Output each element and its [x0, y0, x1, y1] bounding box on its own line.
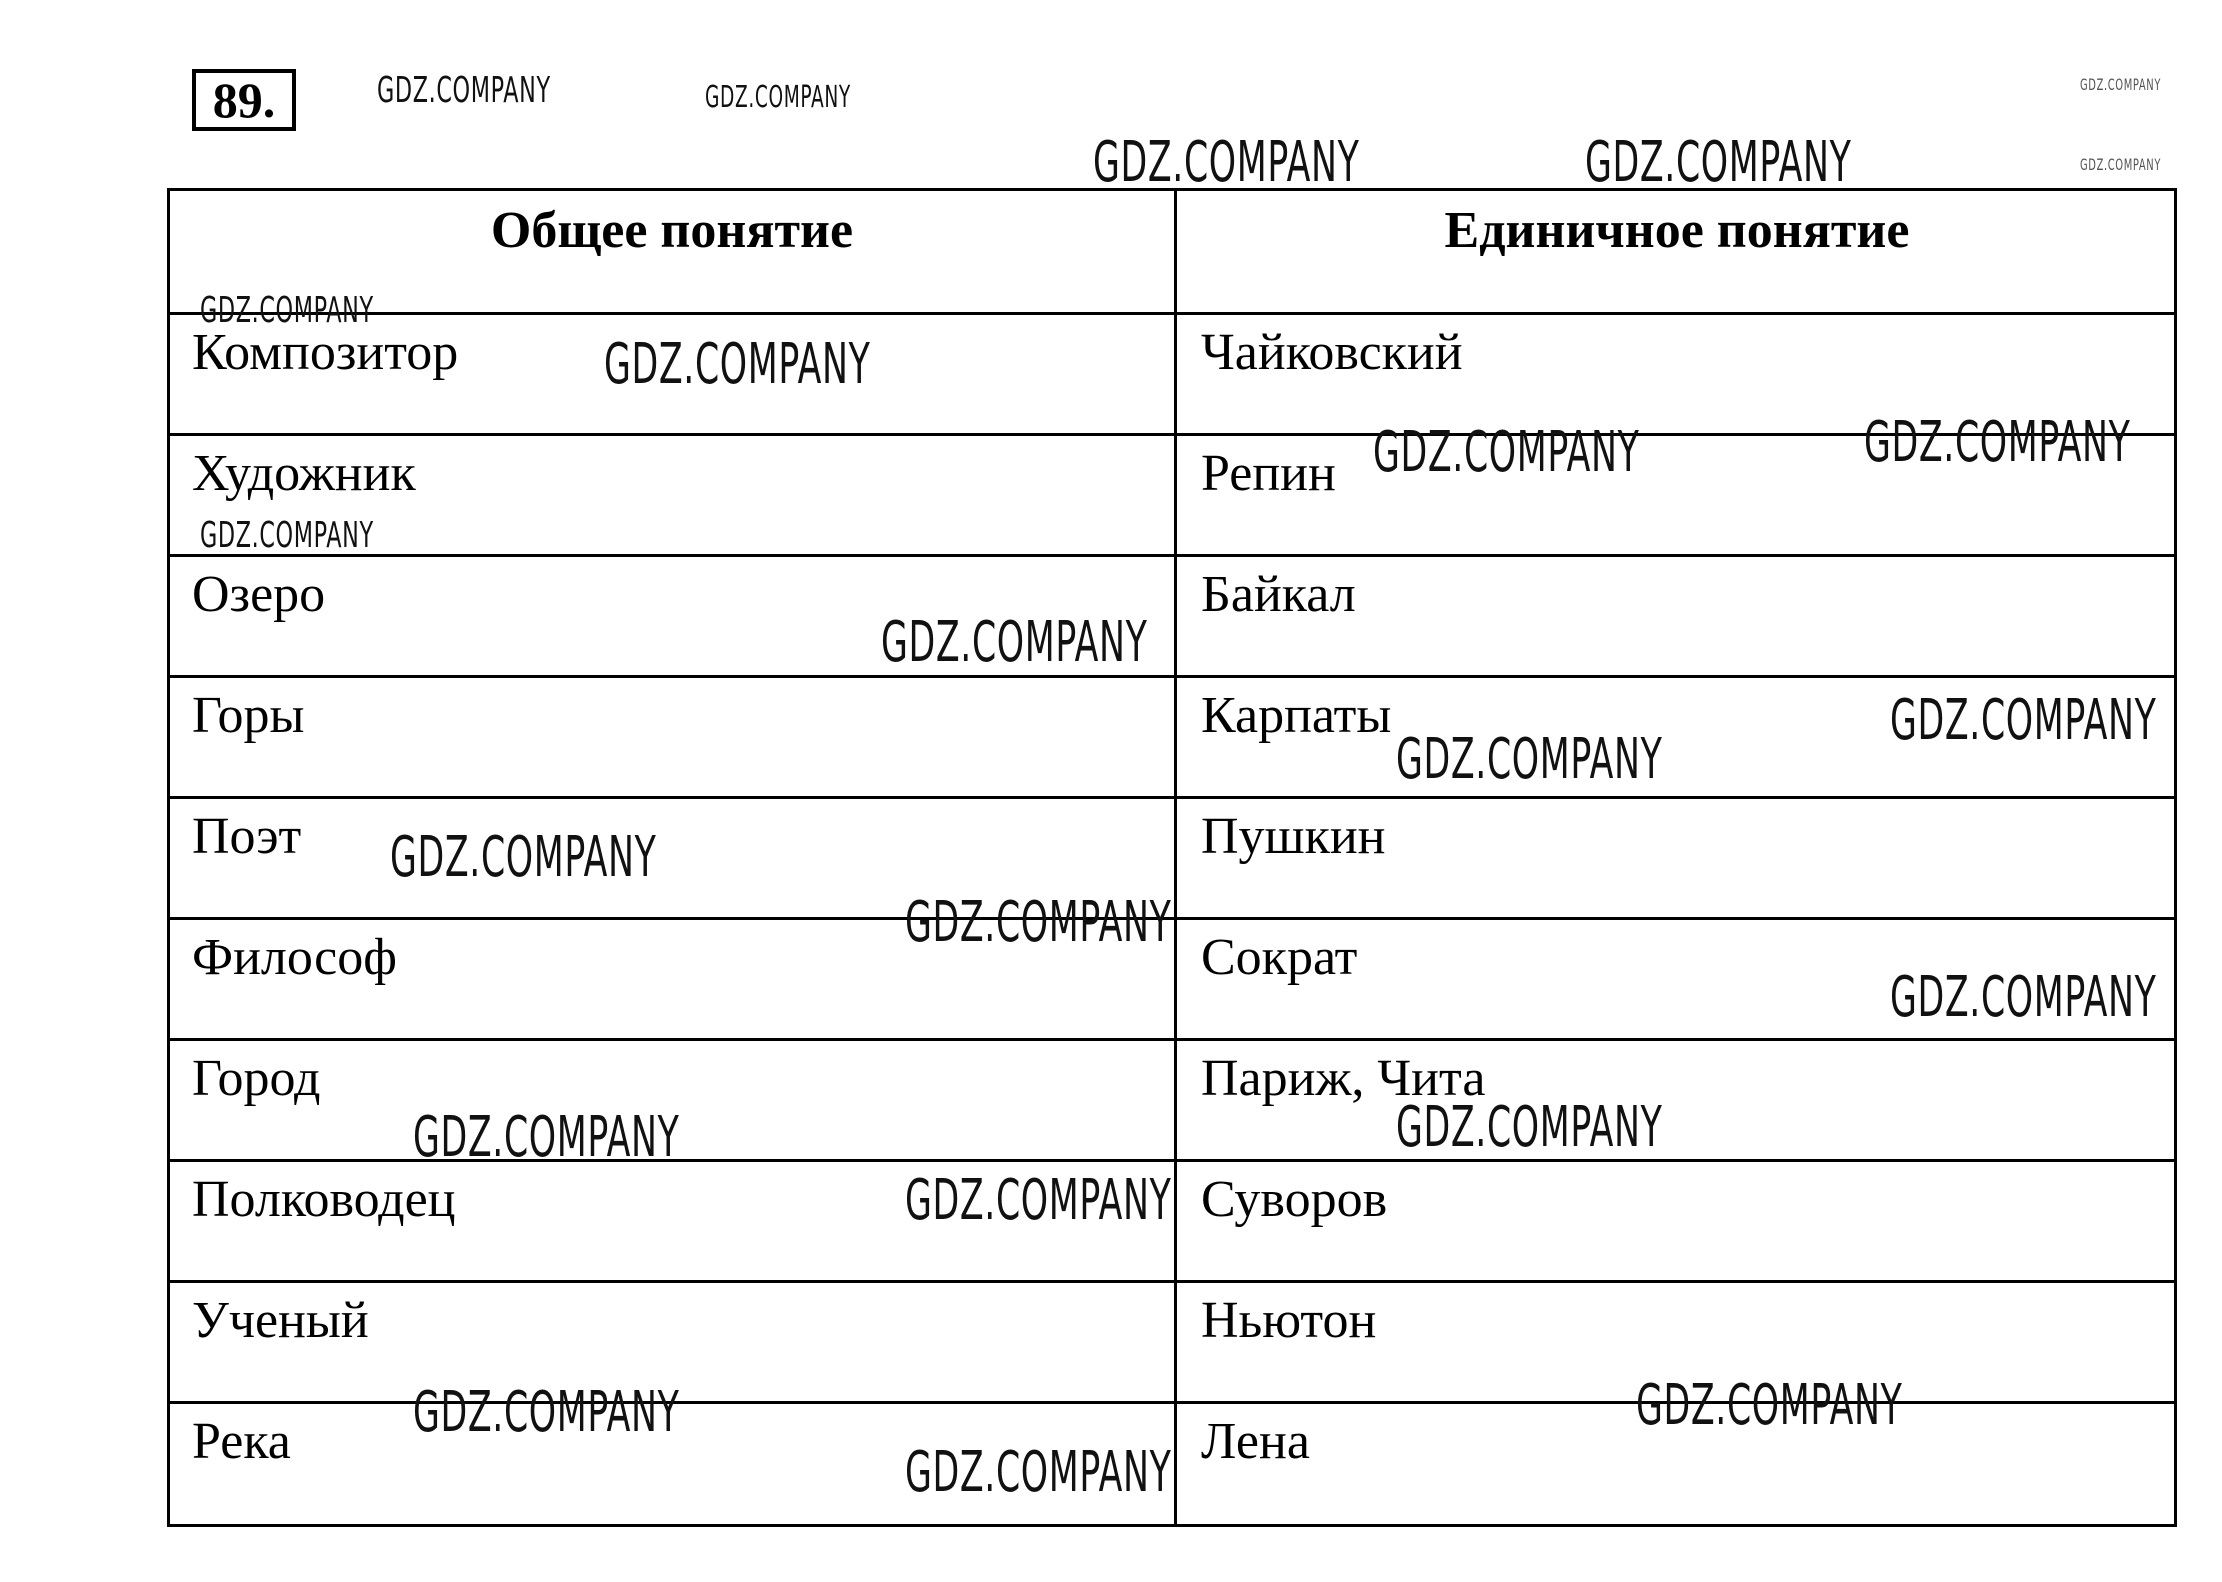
watermark: GDZ.COMPANY [1396, 727, 1663, 792]
watermark: GDZ.COMPANY [1373, 420, 1640, 485]
watermark: GDZ.COMPANY [1636, 1373, 1903, 1438]
single-concept-cell: Карпаты [1201, 687, 1392, 744]
row-divider [170, 917, 2174, 920]
table-row [170, 557, 2174, 678]
task-number: 89. [192, 69, 296, 131]
watermark: GDZ.COMPANY [604, 332, 871, 397]
column-divider [1174, 191, 1177, 1524]
general-concept-cell: Художник [192, 445, 416, 502]
watermark: GDZ.COMPANY [1890, 965, 2157, 1030]
table-header-row [170, 191, 2174, 312]
watermark: GDZ.COMPANY [905, 1168, 1172, 1233]
watermark: GDZ.COMPANY [377, 70, 551, 111]
watermark: GDZ.COMPANY [2080, 155, 2162, 174]
general-concept-cell: Философ [192, 929, 397, 986]
single-concept-cell: Лена [1201, 1413, 1310, 1470]
row-divider [170, 312, 2174, 315]
row-divider [170, 554, 2174, 557]
watermark: GDZ.COMPANY [705, 80, 851, 115]
general-concept-cell: Горы [192, 687, 305, 744]
general-concept-cell: Поэт [192, 808, 302, 865]
general-concept-cell: Река [192, 1413, 291, 1470]
watermark: GDZ.COMPANY [881, 610, 1148, 675]
single-concept-cell: Пушкин [1201, 808, 1386, 865]
single-concept-cell: Сократ [1201, 929, 1358, 986]
watermark: GDZ.COMPANY [2080, 75, 2162, 94]
general-concept-cell: Озеро [192, 566, 326, 623]
general-concept-cell: Полководец [192, 1171, 456, 1228]
row-divider [170, 1280, 2174, 1283]
general-concept-cell: Композитор [192, 324, 459, 381]
watermark: GDZ.COMPANY [1864, 410, 2131, 475]
single-concept-cell: Суворов [1201, 1171, 1388, 1228]
row-divider [170, 796, 2174, 799]
watermark: GDZ.COMPANY [1585, 130, 1852, 195]
header-single-concept: Единичное понятие [1444, 202, 1910, 259]
table-row [170, 678, 2174, 799]
watermark: GDZ.COMPANY [413, 1380, 680, 1445]
row-divider [170, 1038, 2174, 1041]
watermark: GDZ.COMPANY [200, 515, 374, 556]
watermark: GDZ.COMPANY [905, 1440, 1172, 1505]
table-row [170, 1162, 2174, 1283]
single-concept-cell: Чайковский [1201, 324, 1463, 381]
watermark: GDZ.COMPANY [905, 890, 1172, 955]
watermark: GDZ.COMPANY [1093, 130, 1360, 195]
table-row [170, 920, 2174, 1041]
watermark: GDZ.COMPANY [200, 290, 374, 331]
single-concept-cell: Париж, Чита [1201, 1050, 1486, 1107]
header-general-concept: Общее понятие [490, 202, 854, 259]
watermark: GDZ.COMPANY [390, 825, 657, 890]
general-concept-cell: Город [192, 1050, 321, 1107]
single-concept-cell: Ньютон [1201, 1292, 1377, 1349]
single-concept-cell: Байкал [1201, 566, 1356, 623]
row-divider [170, 675, 2174, 678]
watermark: GDZ.COMPANY [413, 1105, 680, 1170]
watermark: GDZ.COMPANY [1396, 1095, 1663, 1160]
single-concept-cell: Репин [1201, 445, 1336, 502]
general-concept-cell: Ученый [192, 1292, 369, 1349]
watermark: GDZ.COMPANY [1890, 688, 2157, 753]
